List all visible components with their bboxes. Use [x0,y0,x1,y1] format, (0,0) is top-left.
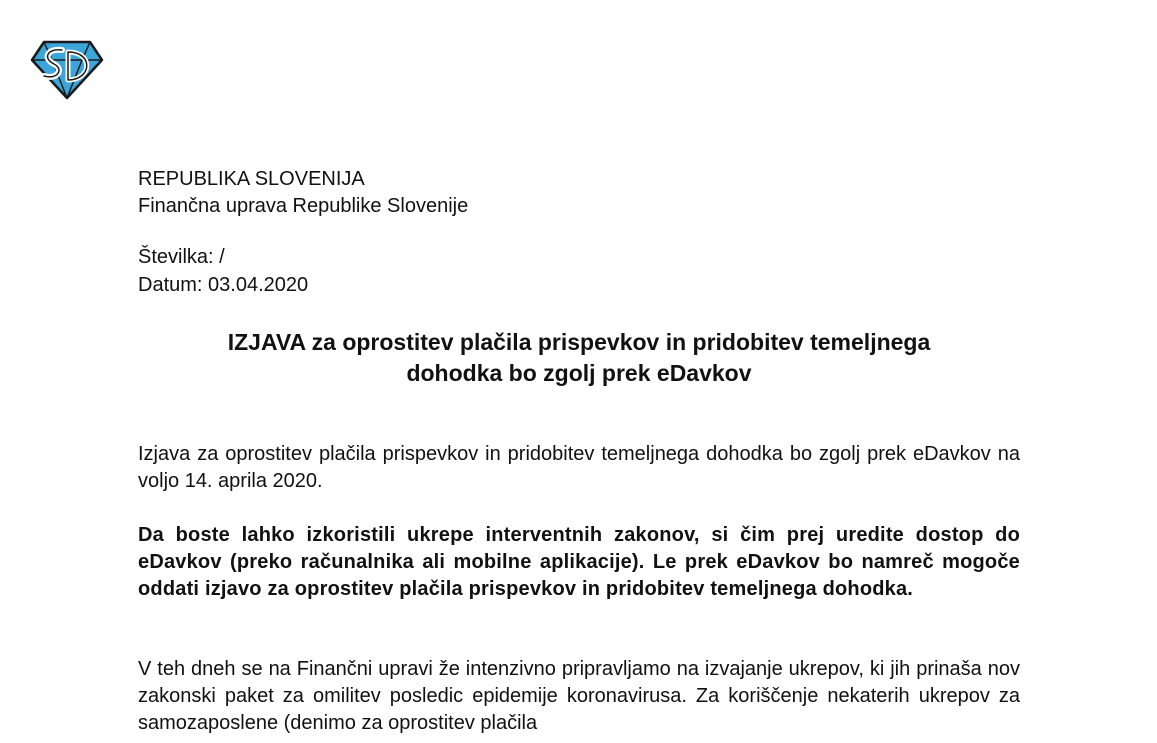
title-line-2: dohodka bo zgolj prek eDavkov [406,360,752,386]
document-date [138,271,308,299]
document-number [138,243,308,271]
date-label: Datum: [138,274,203,296]
sd-diamond-logo-icon [30,40,104,100]
title-line-1 [138,327,1020,358]
number-value: / [219,246,225,268]
document-meta [138,243,308,299]
document-title [138,327,1020,389]
paragraph-bold-notice: Da boste lahko izkoristili ukrepe interventnih zakonov, si čim prej uredite dostop do eDavkov (preko računalnika ali mobilne aplikacije). Le prek eDavkov bo namreč mogoče oddati izjavo za oprostitev plačila prispevkov in pridobitev temeljnega dohodka. [138,524,1020,600]
number-label: Številka: [138,246,214,268]
header-agency: Finančna uprava Republike Slovenije [138,195,469,217]
paragraph-body: V teh dneh se na Finančni upravi že intenzivno pripravljamo na izvajanje ukrepov, ki jih prinaša nov zakonski paket za omilitev posledic epidemije koronavirusa. Za koriščenje nekaterih ukrepov za samozaposlene (denimo za oprostitev plačila [138,658,1020,734]
title-prefix: IZJAVA [227,329,306,355]
header-country: REPUBLIKA SLOVENIJA [138,168,365,190]
letterhead [138,166,468,220]
date-value: 03.04.2020 [208,274,309,296]
title-line-1-rest: za oprostitev plačila prispevkov in pridobitev temeljnega [305,329,931,355]
paragraph-intro: Izjava za oprostitev plačila prispevkov in pridobitev temeljnega dohodka bo zgolj prek eDavkov na voljo 14. aprila 2020. [138,443,1020,492]
